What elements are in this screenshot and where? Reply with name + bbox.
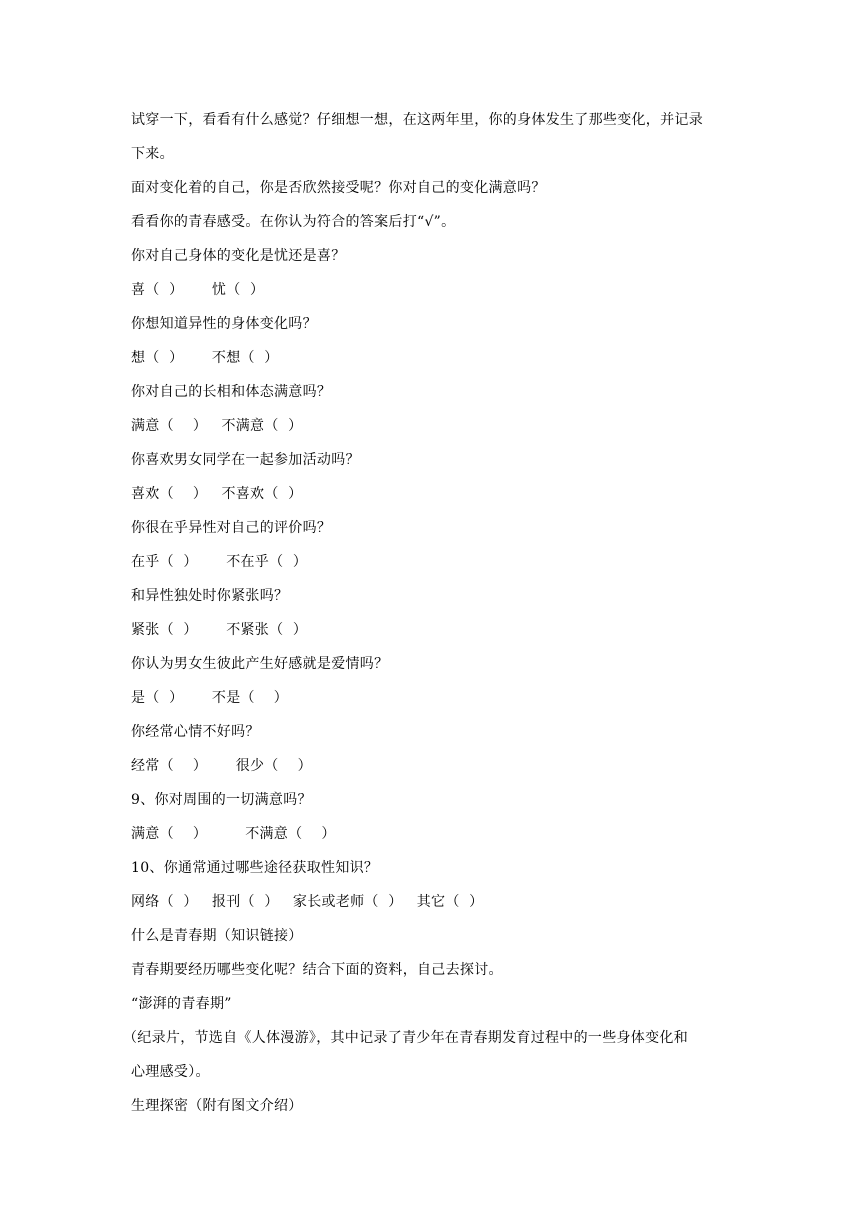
question-8: 你经常心情不好吗？ bbox=[131, 724, 260, 740]
answer-options-5: 在乎（ ） 不在乎（ ） bbox=[131, 554, 308, 570]
answer-options-10: 网络（ ） 报刊（ ） 家长或老师（ ） 其它（ ） bbox=[131, 894, 484, 910]
question-9: 9、你对周围的一切满意吗？ bbox=[131, 792, 312, 808]
question-2: 你想知道异性的身体变化吗？ bbox=[131, 316, 317, 332]
section-heading-physiology: 生理探密（附有图文介绍） bbox=[131, 1098, 303, 1114]
paragraph-face-changes: 面对变化着的自己，你是否欣然接受呢？你对自己的变化满意吗？ bbox=[131, 180, 546, 196]
answer-options-8: 经常（ ） 很少（ ） bbox=[131, 758, 312, 774]
question-3: 你对自己的长相和体态满意吗？ bbox=[131, 384, 332, 400]
question-7: 你认为男女生彼此产生好感就是爱情吗？ bbox=[131, 656, 389, 672]
documentary-description-cont: 心理感受）。 bbox=[131, 1064, 210, 1080]
answer-options-6: 紧张（ ） 不紧张（ ） bbox=[131, 622, 308, 638]
question-10: 10、你通常通过哪些途径获取性知识？ bbox=[131, 860, 379, 876]
question-1: 你对自己身体的变化是忧还是喜？ bbox=[131, 248, 346, 264]
answer-options-4: 喜欢（ ） 不喜欢（ ） bbox=[131, 486, 303, 502]
documentary-description: （纪录片，节选自《人体漫游》，其中记录了青少年在青春期发育过程中的一些身体变化和 bbox=[123, 1030, 688, 1046]
question-4: 你喜欢男女同学在一起参加活动吗？ bbox=[131, 452, 360, 468]
answer-options-9: 满意（ ） 不满意（ ） bbox=[131, 826, 336, 842]
question-5: 你很在乎异性对自己的评价吗？ bbox=[131, 520, 332, 536]
paragraph-puberty-changes: 青春期要经历哪些变化呢？结合下面的资料，自己去探讨。 bbox=[131, 962, 503, 978]
paragraph-instructions: 看看你的青春感受。在你认为符合的答案后打“√”。 bbox=[131, 214, 456, 230]
documentary-title: “澎湃的青春期” bbox=[131, 996, 232, 1012]
answer-options-2: 想（ ） 不想（ ） bbox=[131, 350, 279, 366]
answer-options-7: 是（ ） 不是（ ） bbox=[131, 690, 289, 706]
paragraph-try-on-cont: 下来。 bbox=[131, 146, 174, 162]
section-heading-what-is-puberty: 什么是青春期（知识链接） bbox=[131, 928, 303, 944]
answer-options-1: 喜（ ） 忧（ ） bbox=[131, 282, 265, 298]
paragraph-try-on: 试穿一下，看看有什么感觉？仔细想一想，在这两年里，你的身体发生了那些变化，并记录 bbox=[131, 112, 703, 128]
question-6: 和异性独处时你紧张吗？ bbox=[131, 588, 289, 604]
answer-options-3: 满意（ ） 不满意（ ） bbox=[131, 418, 303, 434]
